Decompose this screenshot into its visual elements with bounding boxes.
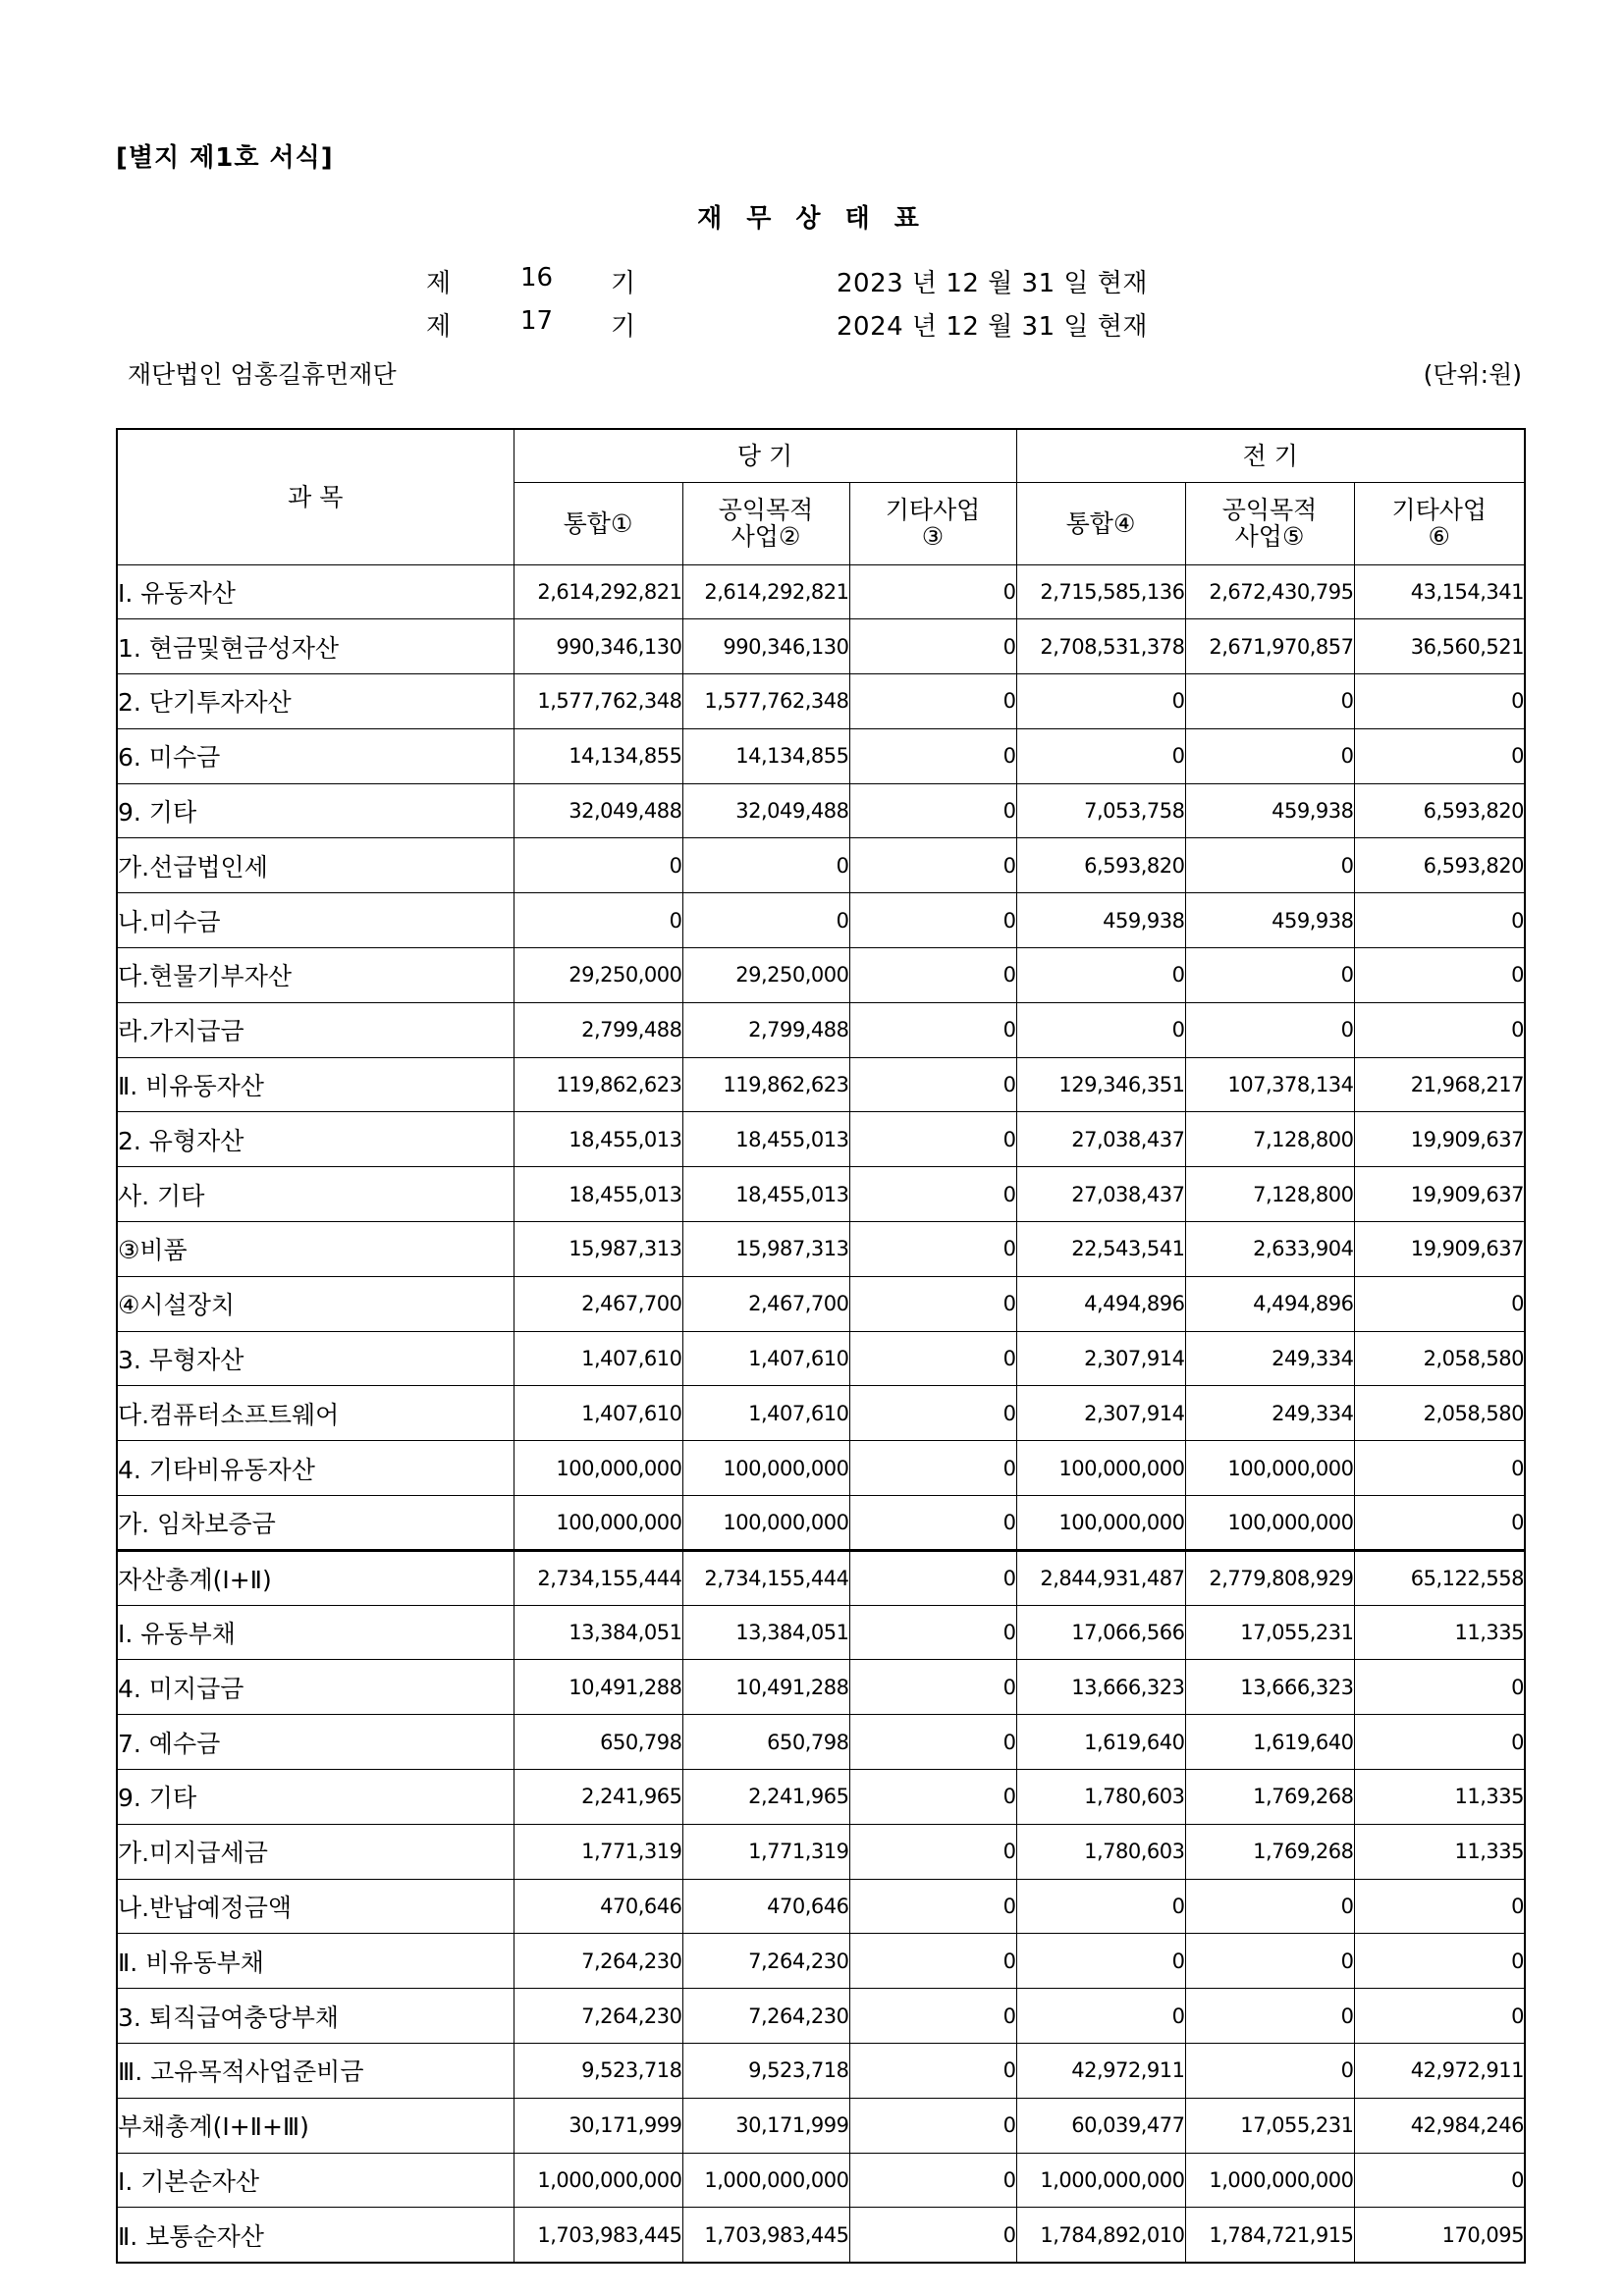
column-header-line: ③ [921,522,945,551]
amount-cell: 0 [849,1222,1016,1277]
amount-cell: 100,000,000 [682,1441,849,1496]
account-label: 2. 유형자산 [117,1112,514,1167]
amount-cell: 1,000,000,000 [1185,2153,1354,2208]
amount-cell: 13,666,323 [1016,1660,1185,1715]
amount-cell: 2,614,292,821 [682,564,849,619]
column-header-line: 사업② [731,522,801,551]
amount-cell: 100,000,000 [1016,1496,1185,1551]
amount-cell: 0 [849,1167,1016,1222]
account-label: 가. 임차보증금 [117,1496,514,1551]
amount-cell: 459,938 [1185,783,1354,838]
amount-cell: 459,938 [1016,893,1185,948]
amount-cell: 10,491,288 [514,1660,682,1715]
amount-cell: 0 [849,1057,1016,1112]
amount-cell: 0 [1354,1715,1525,1770]
amount-cell: 0 [849,619,1016,674]
amount-cell: 2,614,292,821 [514,564,682,619]
amount-cell: 2,241,965 [514,1770,682,1825]
table-row [117,1989,1525,2044]
table-row [117,2208,1525,2263]
amount-cell: 2,799,488 [682,1002,849,1057]
account-label: Ⅱ. 보통순자산 [117,2208,514,2263]
amount-cell: 170,095 [1354,2208,1525,2263]
amount-cell: 0 [1016,948,1185,1003]
amount-cell: 0 [849,2044,1016,2099]
amount-cell: 1,771,319 [682,1824,849,1879]
amount-cell: 0 [849,2153,1016,2208]
amount-cell: 30,171,999 [682,2098,849,2153]
amount-cell: 459,938 [1185,893,1354,948]
amount-cell: 1,619,640 [1016,1715,1185,1770]
amount-cell: 0 [849,1496,1016,1551]
amount-cell: 1,407,610 [682,1331,849,1386]
table-row [117,1550,1525,1605]
amount-cell: 100,000,000 [1016,1441,1185,1496]
amount-cell: 0 [1185,1879,1354,1934]
unit-label: (단위:원) [1423,360,1522,389]
header-consolidated-current [514,482,682,564]
header-other-business-prior [1354,482,1525,564]
amount-cell: 14,134,855 [514,728,682,783]
period-line-17 [0,306,1624,340]
amount-cell: 990,346,130 [514,619,682,674]
period-number: 16 [520,263,554,293]
table-row [117,1167,1525,1222]
account-label: 1. 현금및현금성자산 [117,619,514,674]
amount-cell: 18,455,013 [682,1112,849,1167]
column-header-line: 기타사업 [885,496,981,524]
table-row [117,1715,1525,1770]
account-label: 나.미수금 [117,893,514,948]
table-row [117,1441,1525,1496]
amount-cell: 1,000,000,000 [682,2153,849,2208]
account-label: 라.가지급금 [117,1002,514,1057]
amount-cell: 2,799,488 [514,1002,682,1057]
amount-cell: 0 [849,838,1016,893]
period-suffix: 기 [611,312,636,342]
amount-cell: 27,038,437 [1016,1167,1185,1222]
amount-cell: 7,264,230 [682,1989,849,2044]
account-label: ③비품 [117,1222,514,1277]
amount-cell: 650,798 [514,1715,682,1770]
amount-cell: 1,780,603 [1016,1824,1185,1879]
amount-cell: 0 [1016,728,1185,783]
table-row [117,728,1525,783]
amount-cell: 2,467,700 [682,1276,849,1331]
amount-cell: 0 [1354,1879,1525,1934]
amount-cell: 0 [1185,1989,1354,2044]
amount-cell: 0 [849,1441,1016,1496]
amount-cell: 0 [514,838,682,893]
amount-cell: 0 [849,1386,1016,1441]
amount-cell: 0 [849,2098,1016,2153]
account-label: 사. 기타 [117,1167,514,1222]
account-label: 나.반납예정금액 [117,1879,514,1934]
amount-cell: 10,491,288 [682,1660,849,1715]
amount-cell: 19,909,637 [1354,1167,1525,1222]
amount-cell: 0 [849,1989,1016,2044]
table-row [117,1879,1525,1934]
account-label: 가.선급법인세 [117,838,514,893]
amount-cell: 13,666,323 [1185,1660,1354,1715]
amount-cell: 0 [1354,1496,1525,1551]
amount-cell: 1,784,892,010 [1016,2208,1185,2263]
amount-cell: 990,346,130 [682,619,849,674]
amount-cell: 29,250,000 [682,948,849,1003]
amount-cell: 2,307,914 [1016,1331,1185,1386]
period-number: 17 [520,306,554,336]
amount-cell: 2,734,155,444 [514,1550,682,1605]
amount-cell: 107,378,134 [1185,1057,1354,1112]
account-label: 4. 기타비유동자산 [117,1441,514,1496]
amount-cell: 42,984,246 [1354,2098,1525,2153]
amount-cell: 14,134,855 [682,728,849,783]
amount-cell: 1,769,268 [1185,1824,1354,1879]
table-row [117,1222,1525,1277]
amount-cell: 4,494,896 [1185,1276,1354,1331]
amount-cell: 1,780,603 [1016,1770,1185,1825]
column-header-line: ⑥ [1428,522,1450,551]
amount-cell: 100,000,000 [682,1496,849,1551]
amount-cell: 650,798 [682,1715,849,1770]
amount-cell: 17,055,231 [1185,2098,1354,2153]
amount-cell: 19,909,637 [1354,1222,1525,1277]
table-row [117,1605,1525,1660]
table-row [117,2098,1525,2153]
amount-cell: 42,972,911 [1016,2044,1185,2099]
amount-cell: 30,171,999 [514,2098,682,2153]
amount-cell: 0 [849,1824,1016,1879]
amount-cell: 2,779,808,929 [1185,1550,1354,1605]
amount-cell: 32,049,488 [682,783,849,838]
table-row [117,783,1525,838]
amount-cell: 2,307,914 [1016,1386,1185,1441]
amount-cell: 15,987,313 [682,1222,849,1277]
amount-cell: 0 [1016,674,1185,729]
account-label: 3. 무형자산 [117,1331,514,1386]
amount-cell: 0 [1185,674,1354,729]
amount-cell: 2,633,904 [1185,1222,1354,1277]
account-label: ④시설장치 [117,1276,514,1331]
table-row [117,1276,1525,1331]
amount-cell: 100,000,000 [514,1496,682,1551]
amount-cell: 1,784,721,915 [1185,2208,1354,2263]
amount-cell: 27,038,437 [1016,1112,1185,1167]
table-row [117,1824,1525,1879]
amount-cell: 0 [849,948,1016,1003]
amount-cell: 0 [1354,893,1525,948]
amount-cell: 1,703,983,445 [682,2208,849,2263]
amount-cell: 0 [849,728,1016,783]
amount-cell: 249,334 [1185,1386,1354,1441]
amount-cell: 32,049,488 [514,783,682,838]
amount-cell: 1,703,983,445 [514,2208,682,2263]
column-header-line: 통합④ [1065,508,1136,538]
account-label: 가.미지급세금 [117,1824,514,1879]
form-label: [별지 제1호 서식] [116,143,334,173]
amount-cell: 0 [1354,948,1525,1003]
amount-cell: 1,000,000,000 [514,2153,682,2208]
period-prefix: 제 [426,269,452,298]
amount-cell: 0 [1354,1441,1525,1496]
amount-cell: 470,646 [514,1879,682,1934]
amount-cell: 0 [849,564,1016,619]
amount-cell: 7,264,230 [682,1934,849,1989]
header-consolidated-prior [1016,482,1185,564]
period-date: 2024 년 12 월 31 일 현재 [837,312,1149,342]
amount-cell: 6,593,820 [1354,838,1525,893]
amount-cell: 0 [1354,2153,1525,2208]
amount-cell: 2,715,585,136 [1016,564,1185,619]
amount-cell: 0 [849,893,1016,948]
amount-cell: 100,000,000 [1185,1441,1354,1496]
amount-cell: 19,909,637 [1354,1112,1525,1167]
account-label: 6. 미수금 [117,728,514,783]
amount-cell: 21,968,217 [1354,1057,1525,1112]
document-title: 재 무 상 태 표 [697,204,927,234]
amount-cell: 0 [1185,728,1354,783]
header-account: 과 목 [117,429,514,564]
table-row [117,838,1525,893]
amount-cell: 1,407,610 [514,1331,682,1386]
amount-cell: 0 [682,838,849,893]
header-public-interest-current [682,482,849,564]
amount-cell: 0 [1185,1934,1354,1989]
amount-cell: 11,335 [1354,1824,1525,1879]
amount-cell: 0 [849,1112,1016,1167]
amount-cell: 6,593,820 [1016,838,1185,893]
column-header-line: 공익목적 [1221,496,1318,524]
table-row [117,619,1525,674]
amount-cell: 0 [849,1934,1016,1989]
account-label: 2. 단기투자자산 [117,674,514,729]
amount-cell: 0 [1185,948,1354,1003]
financial-position-table [116,428,1526,2264]
table-row [117,564,1525,619]
table-row [117,948,1525,1003]
amount-cell: 0 [1016,1879,1185,1934]
amount-cell: 7,264,230 [514,1934,682,1989]
amount-cell: 13,384,051 [682,1605,849,1660]
amount-cell: 2,844,931,487 [1016,1550,1185,1605]
amount-cell: 17,066,566 [1016,1605,1185,1660]
period-date: 2023 년 12 월 31 일 현재 [837,269,1149,298]
account-label: Ⅲ. 고유목적사업준비금 [117,2044,514,2099]
header-public-interest-prior [1185,482,1354,564]
amount-cell: 0 [682,893,849,948]
amount-cell: 18,455,013 [514,1112,682,1167]
amount-cell: 2,708,531,378 [1016,619,1185,674]
amount-cell: 0 [849,783,1016,838]
amount-cell: 0 [849,1276,1016,1331]
amount-cell: 1,407,610 [514,1386,682,1441]
amount-cell: 0 [849,1002,1016,1057]
amount-cell: 0 [1016,1002,1185,1057]
amount-cell: 2,467,700 [514,1276,682,1331]
account-label: 자산총계(Ⅰ+Ⅱ) [117,1550,514,1605]
header-other-business-current [849,482,1016,564]
amount-cell: 1,769,268 [1185,1770,1354,1825]
table-body [117,564,1525,2263]
period-line-16 [0,263,1624,296]
amount-cell: 1,000,000,000 [1016,2153,1185,2208]
table-row [117,2153,1525,2208]
amount-cell: 11,335 [1354,1770,1525,1825]
amount-cell: 4,494,896 [1016,1276,1185,1331]
amount-cell: 0 [1354,1934,1525,1989]
table-row [117,1002,1525,1057]
amount-cell: 9,523,718 [514,2044,682,2099]
amount-cell: 7,053,758 [1016,783,1185,838]
header-current-period: 당 기 [514,429,1016,482]
amount-cell: 2,241,965 [682,1770,849,1825]
amount-cell: 1,577,762,348 [514,674,682,729]
amount-cell: 129,346,351 [1016,1057,1185,1112]
amount-cell: 0 [849,1660,1016,1715]
amount-cell: 0 [1185,1002,1354,1057]
amount-cell: 2,058,580 [1354,1386,1525,1441]
amount-cell: 0 [1354,1660,1525,1715]
amount-cell: 6,593,820 [1354,783,1525,838]
amount-cell: 119,862,623 [514,1057,682,1112]
amount-cell: 18,455,013 [514,1167,682,1222]
amount-cell: 13,384,051 [514,1605,682,1660]
amount-cell: 0 [514,893,682,948]
table-row [117,1112,1525,1167]
amount-cell: 2,058,580 [1354,1331,1525,1386]
table-row [117,1934,1525,1989]
account-label: 4. 미지급금 [117,1660,514,1715]
table-row [117,893,1525,948]
amount-cell: 43,154,341 [1354,564,1525,619]
amount-cell: 0 [1185,838,1354,893]
account-label: 다.현물기부자산 [117,948,514,1003]
amount-cell: 0 [1185,2044,1354,2099]
amount-cell: 1,577,762,348 [682,674,849,729]
amount-cell: 15,987,313 [514,1222,682,1277]
amount-cell: 249,334 [1185,1331,1354,1386]
amount-cell: 0 [1016,1934,1185,1989]
amount-cell: 0 [849,1715,1016,1770]
amount-cell: 9,523,718 [682,2044,849,2099]
amount-cell: 0 [849,1770,1016,1825]
table-row [117,1660,1525,1715]
amount-cell: 0 [1354,1989,1525,2044]
period-suffix: 기 [611,269,636,298]
amount-cell: 7,128,800 [1185,1112,1354,1167]
amount-cell: 0 [1354,1002,1525,1057]
amount-cell: 18,455,013 [682,1167,849,1222]
account-label: Ⅱ. 비유동자산 [117,1057,514,1112]
amount-cell: 0 [849,2208,1016,2263]
column-header-line: 사업⑤ [1234,522,1305,551]
amount-cell: 2,671,970,857 [1185,619,1354,674]
amount-cell: 42,972,911 [1354,2044,1525,2099]
table-row [117,2044,1525,2099]
account-label: 3. 퇴직급여충당부채 [117,1989,514,2044]
amount-cell: 7,264,230 [514,1989,682,2044]
column-header-line: 통합① [563,508,633,538]
table-row [117,1331,1525,1386]
amount-cell: 0 [849,1605,1016,1660]
table-row [117,1496,1525,1551]
amount-cell: 1,771,319 [514,1824,682,1879]
amount-cell: 100,000,000 [514,1441,682,1496]
amount-cell: 0 [1354,1276,1525,1331]
account-label: Ⅰ. 기본순자산 [117,2153,514,2208]
column-header-line: 공익목적 [718,496,814,524]
amount-cell: 470,646 [682,1879,849,1934]
table-row [117,1057,1525,1112]
account-label: 9. 기타 [117,783,514,838]
amount-cell: 65,122,558 [1354,1550,1525,1605]
period-prefix: 제 [426,312,452,342]
account-label: Ⅰ. 유동자산 [117,564,514,619]
amount-cell: 1,407,610 [682,1386,849,1441]
account-label: 9. 기타 [117,1770,514,1825]
table-row [117,1770,1525,1825]
amount-cell: 11,335 [1354,1605,1525,1660]
amount-cell: 0 [1354,728,1525,783]
table-row [117,1386,1525,1441]
account-label: Ⅱ. 비유동부채 [117,1934,514,1989]
amount-cell: 0 [849,1879,1016,1934]
amount-cell: 0 [849,1550,1016,1605]
header-prior-period: 전 기 [1016,429,1525,482]
amount-cell: 1,619,640 [1185,1715,1354,1770]
account-label: 7. 예수금 [117,1715,514,1770]
amount-cell: 0 [849,1331,1016,1386]
amount-cell: 0 [849,674,1016,729]
amount-cell: 100,000,000 [1185,1496,1354,1551]
account-label: 다.컴퓨터소프트웨어 [117,1386,514,1441]
account-label: 부채총계(Ⅰ+Ⅱ+Ⅲ) [117,2098,514,2153]
amount-cell: 29,250,000 [514,948,682,1003]
amount-cell: 60,039,477 [1016,2098,1185,2153]
amount-cell: 22,543,541 [1016,1222,1185,1277]
amount-cell: 17,055,231 [1185,1605,1354,1660]
table-row [117,674,1525,729]
amount-cell: 119,862,623 [682,1057,849,1112]
column-header-line: 기타사업 [1391,496,1488,524]
amount-cell: 2,734,155,444 [682,1550,849,1605]
amount-cell: 36,560,521 [1354,619,1525,674]
organization-name: 재단법인 엄홍길휴먼재단 [128,360,397,389]
amount-cell: 0 [1016,1989,1185,2044]
amount-cell: 2,672,430,795 [1185,564,1354,619]
amount-cell: 0 [1354,674,1525,729]
amount-cell: 7,128,800 [1185,1167,1354,1222]
account-label: Ⅰ. 유동부채 [117,1605,514,1660]
